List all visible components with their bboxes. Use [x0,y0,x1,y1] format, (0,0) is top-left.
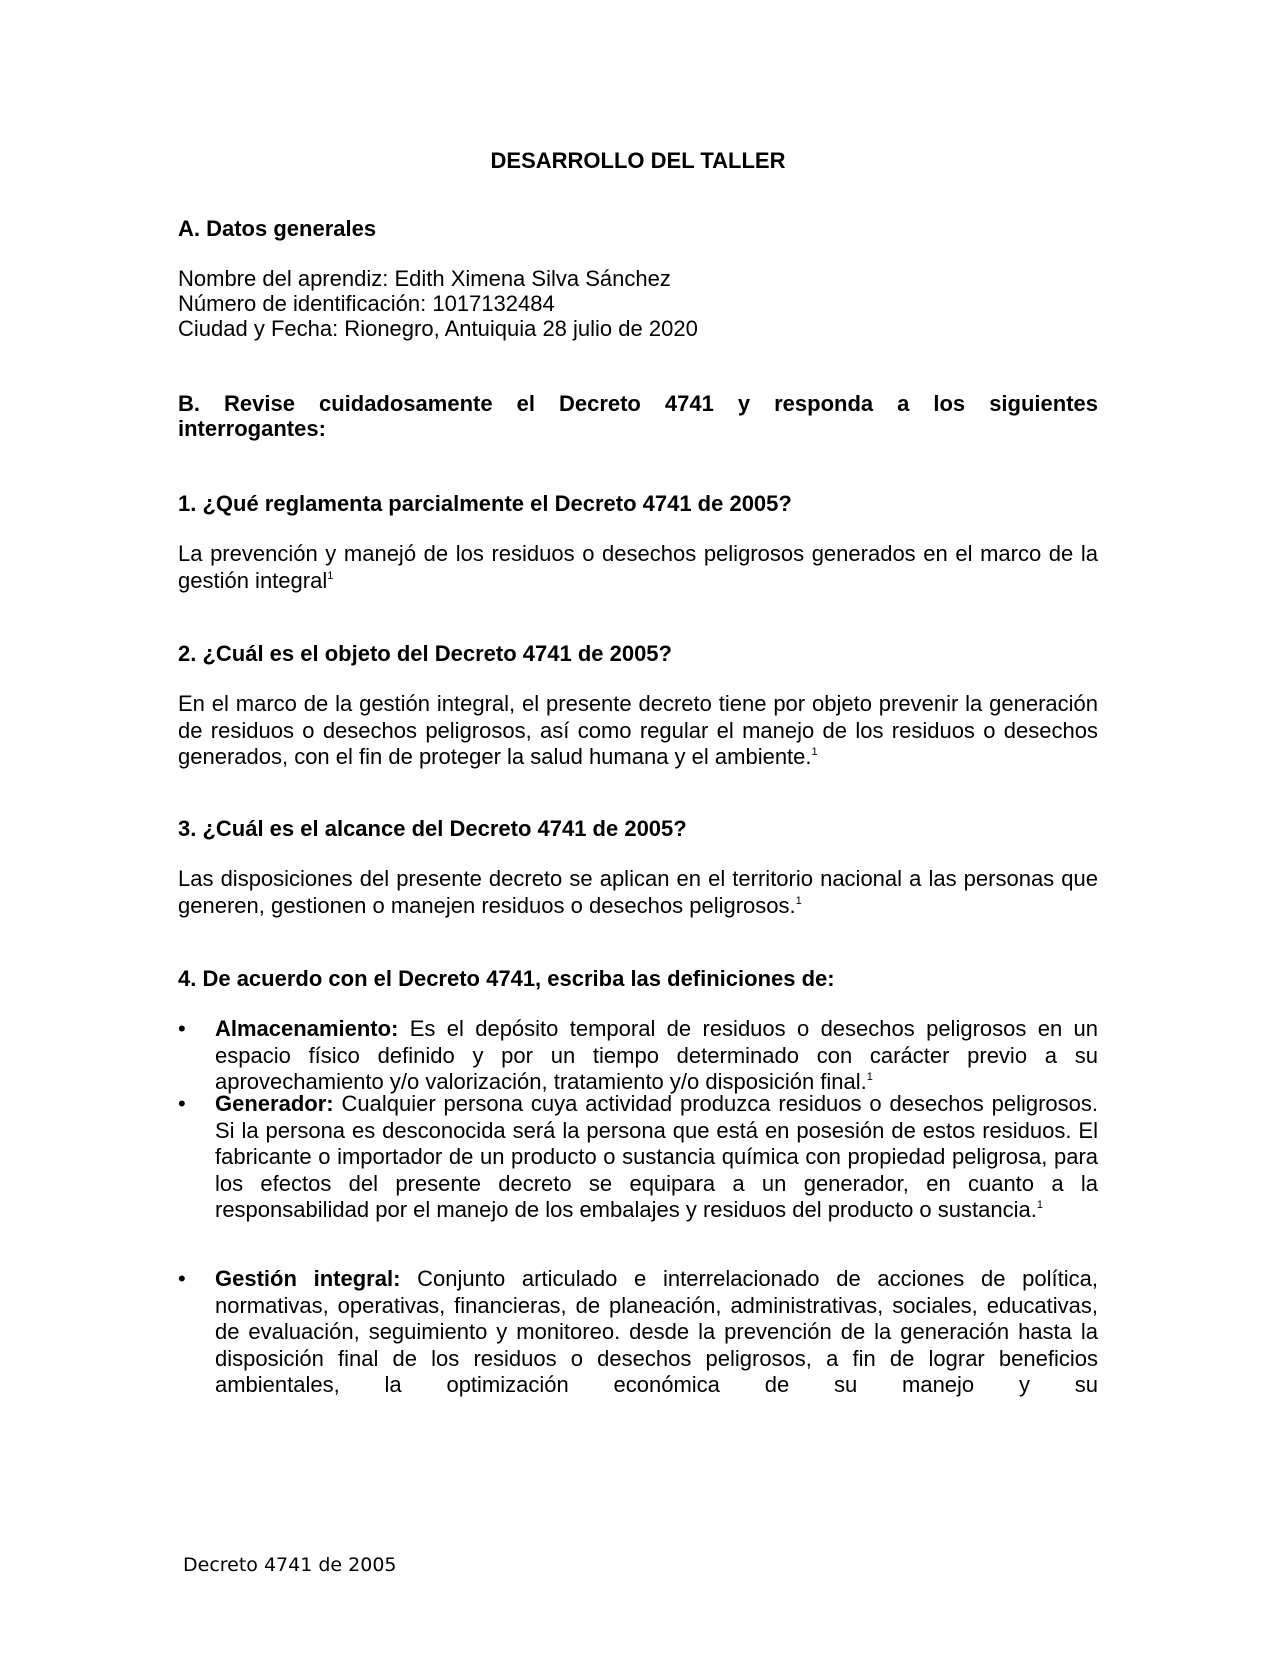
definition-term: Almacenamiento: [215,1016,399,1041]
answer-3 [178,866,1098,919]
question-1: 1. ¿Qué reglamenta parcialmente el Decreto 4741 de 2005? [178,491,792,516]
id-number-line: Número de identificación: 1017132484 [178,291,555,316]
definition-text [215,1016,1098,1096]
answer-1 [178,541,1098,594]
definition-term: Generador: [215,1091,334,1116]
definition-text [215,1091,1098,1224]
definition-term: Gestión integral: [215,1266,401,1291]
answer-3-text: Las disposiciones del presente decreto se aplican en el territorio nacional a las personas que generen, gestionen o manejen residuos o desechos peligrosos. [178,866,1098,918]
footnote-ref: 1 [327,569,334,582]
document-title: DESARROLLO DEL TALLER [490,148,786,173]
city-date-line: Ciudad y Fecha: Rionegro, Antuiquia 28 julio de 2020 [178,316,698,341]
page-footer: Decreto 4741 de 2005 [183,1554,397,1576]
section-a-heading: A. Datos generales [178,216,377,241]
definition-body: Es el depósito temporal de residuos o desechos peligrosos en un espacio físico definido y por un tiempo determinado con carácter previo a su aprovechamiento y/o valorización, tratamiento y/o disposición final. [215,1016,1098,1094]
answer-1-text: La prevención y manejó de los residuos o desechos peligrosos generados en el marco de la gestión integral [178,541,1098,593]
footnote-ref: 1 [1036,1199,1043,1211]
applicant-name-line: Nombre del aprendiz: Edith Ximena Silva Sánchez [178,266,671,291]
bullet-icon: • [178,1016,186,1041]
footnote-ref: 1 [866,1071,873,1083]
bullet-icon: • [178,1266,186,1291]
section-b-heading-line2: interrogantes: [178,416,326,441]
definition-body: Conjunto articulado e interrelacionado de acciones de política, normativas, operativas, financieras, de planeación, administrativas, sociales, educativas, de evaluación, seguimiento y monitoreo. desde la prevención de la generación hasta la disposición final de los residuos o desechos peligrosos, a fin de lograr beneficios ambientales, la optimización económica de su manejo y su [215,1266,1098,1397]
answer-2-text: En el marco de la gestión integral, el presente decreto tiene por objeto prevenir la generación de residuos o desechos peligrosos, así como regular el manejo de los residuos o desechos generados, con el fin de proteger la salud humana y el ambiente. [178,691,1098,769]
question-2: 2. ¿Cuál es el objeto del Decreto 4741 de 2005? [178,641,672,666]
footnote-ref: 1 [795,894,802,907]
section-b-heading-line1: B. Revise cuidadosamente el Decreto 4741 y responda a los siguientes [178,391,1098,416]
definition-text [215,1266,1098,1399]
footnote-ref: 1 [811,746,818,758]
question-4: 4. De acuerdo con el Decreto 4741, escriba las definiciones de: [178,966,835,991]
definition-body: Cualquier persona cuya actividad produzca residuos o desechos peligrosos. Si la persona es desconocida será la persona que está en posesión de estos residuos. El fabricante o importador de un producto o sustancia química con propiedad peligrosa, para los efectos del presente decreto se equipara a un generador, en cuanto a la responsabilidad por el manejo de los embalajes y residuos del producto o sustancia. [215,1091,1098,1222]
bullet-icon: • [178,1091,186,1116]
question-3: 3. ¿Cuál es el alcance del Decreto 4741 de 2005? [178,816,687,841]
answer-2 [178,691,1098,771]
